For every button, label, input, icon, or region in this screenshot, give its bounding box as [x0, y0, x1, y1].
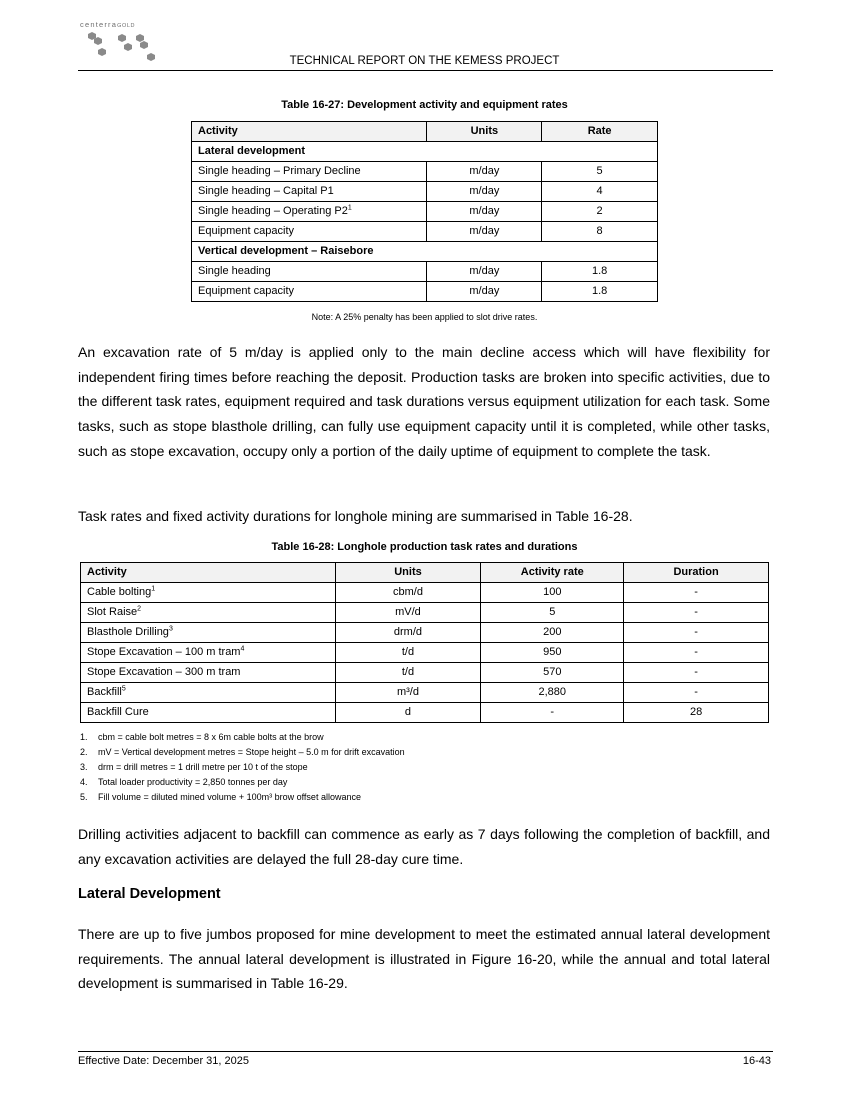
rate-cell: 570 — [481, 663, 624, 683]
units-cell: m³/d — [335, 683, 481, 703]
activity-cell: Blasthole Drilling$^3$ — [81, 623, 336, 643]
paragraph-excavation-rate: An excavation rate of 5 m/day is applied only to the main decline access which will have flexibility for independent firing times before reaching the deposit. Production tasks are broken into specific activities, due to the different task rates, equipment required and task durations versus equipment utilization for each task. Some tasks, such as stope blasthole drilling, can fully use equipment capacity until it is completed, while other tasks, such as stope excavation, occupy only a portion of the daily uptime of equipment to complete the task. — [78, 344, 770, 459]
units-cell: m/day — [427, 282, 542, 302]
section-heading: Lateral Development — [78, 886, 221, 902]
table-row — [192, 182, 658, 202]
rate-cell: 4 — [542, 182, 658, 202]
units-cell: m/day — [427, 162, 542, 182]
paragraph-drilling-backfill: Drilling activities adjacent to backfill can commence as early as 7 days following the completion of backfill, and any excavation activities are delayed the full 28-day cure time. — [78, 826, 770, 867]
units-cell: t/d — [335, 663, 481, 683]
table-row — [81, 623, 769, 643]
activity-cell: Single heading – Operating $P2^1$ — [192, 202, 427, 222]
activity-cell: Backfill Cure — [81, 703, 336, 723]
column-header: Activity — [192, 122, 427, 142]
table2-footnotes — [80, 730, 405, 805]
footnote: 2. mV = Vertical development metres = Stope height – 5.0 m for drift excavation — [80, 747, 405, 757]
activity-cell: Single heading — [192, 262, 427, 282]
table-row — [81, 603, 769, 623]
activity-cell: Stope Excavation – 300 m tram — [81, 663, 336, 683]
activity-cell: Equipment capacity — [192, 222, 427, 242]
header-divider — [78, 70, 773, 71]
column-header: Units — [335, 563, 481, 583]
rate-cell: 950 — [481, 643, 624, 663]
table-row — [192, 282, 658, 302]
footnote-ref: 1 — [151, 585, 156, 593]
units-cell: mV/d — [335, 603, 481, 623]
table-row — [81, 643, 769, 663]
footnote-ref: 4 — [240, 645, 245, 653]
units-cell: cbm/d — [335, 583, 481, 603]
footnote-ref: 3 — [168, 625, 173, 633]
table-row — [192, 222, 658, 242]
rate-cell: 2,880 — [481, 683, 624, 703]
duration-cell: - — [624, 583, 769, 603]
rate-cell: 1.8 — [542, 282, 658, 302]
table-row — [192, 162, 658, 182]
units-cell: m/day — [427, 202, 542, 222]
units-cell: m/day — [427, 262, 542, 282]
page-number: 16-43 — [742, 1055, 771, 1067]
paragraph-lateral-development: There are up to five jumbos proposed for mine development to meet the estimated annual lateral development requirements. The annual lateral development is illustrated in Figure 16-20, while the annual and total lateral development is summarised in Table 16-29. — [78, 926, 770, 992]
footnote: 3. drm = drill metres = 1 drill metre per 10 t of the stope — [80, 762, 308, 772]
column-header: Units — [427, 122, 542, 142]
units-cell: drm/d — [335, 623, 481, 643]
table2-caption: Table 16-28: Longhole production task rates and durations — [271, 541, 578, 553]
duration-cell: - — [624, 603, 769, 623]
activity-cell: Cable bolting$^1$ — [81, 583, 336, 603]
table-row — [81, 683, 769, 703]
footnote: 1. cbm = cable bolt metres = 8 x 6m cable bolts at the brow — [80, 732, 324, 742]
rate-cell: 5 — [542, 162, 658, 182]
rate-cell: 2 — [542, 202, 658, 222]
units-cell: d — [335, 703, 481, 723]
duration-cell: 28 — [624, 703, 769, 723]
activity-cell: Single heading – Primary Decline — [192, 162, 427, 182]
rate-cell: 8 — [542, 222, 658, 242]
activity-cell: Backfill$^5$ — [81, 683, 336, 703]
footnote-ref: 1 — [347, 204, 352, 212]
table-row — [192, 262, 658, 282]
column-header: Activity — [81, 563, 336, 583]
column-header: Activity rate — [481, 563, 624, 583]
footnote: 5. Fill volume = diluted mined volume + 100m³ brow offset allowance — [80, 792, 361, 802]
duration-cell: - — [624, 663, 769, 683]
footnote: 4. Total loader productivity = 2,850 tonnes per day — [80, 777, 288, 787]
rate-cell: 200 — [481, 623, 624, 643]
table-row — [81, 583, 769, 603]
effective-date: Effective Date: December 31, 2025 — [78, 1055, 250, 1067]
units-cell: m/day — [427, 222, 542, 242]
activity-cell: Stope Excavation – 100 m tram$^4$ — [81, 643, 336, 663]
table1-note: Note: A 25% penalty has been applied to slot drive rates. — [311, 312, 538, 322]
logo-wordmark: centerraGOLD — [80, 20, 136, 29]
activity-cell: Slot Raise$^2$ — [81, 603, 336, 623]
table-row — [81, 703, 769, 723]
table-group-row — [192, 242, 658, 262]
group-label: Vertical development – Raisebore — [192, 242, 658, 262]
footer-divider — [78, 1051, 773, 1052]
column-header: Duration — [624, 563, 769, 583]
report-header-title: TECHNICAL REPORT ON THE KEMESS PROJECT — [289, 55, 560, 67]
activity-cell: Equipment capacity — [192, 282, 427, 302]
development-rates-table — [191, 121, 658, 302]
table-header-row — [81, 563, 769, 583]
units-cell: m/day — [427, 182, 542, 202]
rate-cell: 100 — [481, 583, 624, 603]
rate-cell: 5 — [481, 603, 624, 623]
units-cell: t/d — [335, 643, 481, 663]
table-group-row — [192, 142, 658, 162]
table-row — [81, 663, 769, 683]
table-header-row — [192, 122, 658, 142]
duration-cell: - — [624, 683, 769, 703]
table1-caption: Table 16-27: Development activity and equipment rates — [281, 99, 568, 111]
footnote-ref: 2 — [137, 605, 142, 613]
paragraph-task-rates: Task rates and fixed activity durations for longhole mining are summarised in Table 16-28. — [78, 508, 633, 524]
longhole-task-rates-table — [80, 562, 769, 723]
duration-cell: - — [624, 623, 769, 643]
duration-cell: - — [624, 643, 769, 663]
table-row — [192, 202, 658, 222]
activity-cell: Single heading – Capital P1 — [192, 182, 427, 202]
rate-cell: 1.8 — [542, 262, 658, 282]
column-header: Rate — [542, 122, 658, 142]
group-label: Lateral development — [192, 142, 658, 162]
rate-cell: - — [481, 703, 624, 723]
footnote-ref: 5 — [121, 685, 126, 693]
